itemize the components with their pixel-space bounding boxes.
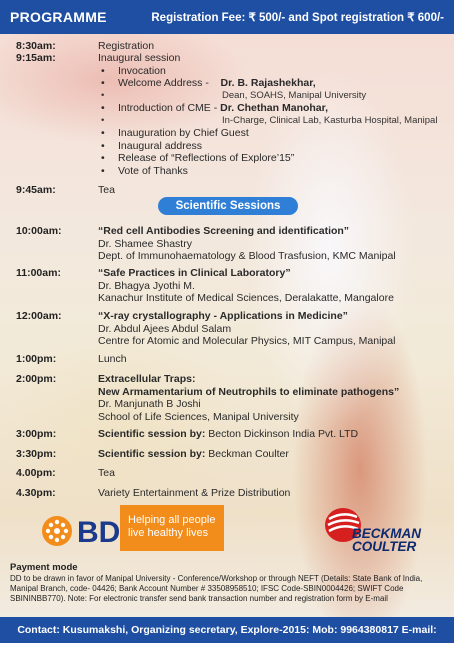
event: Tea	[98, 184, 115, 196]
inaugural-block	[98, 52, 446, 177]
time: 3:30pm:	[16, 448, 57, 460]
welcome-label: Welcome Address -	[118, 77, 209, 89]
bc-line2: COULTER	[352, 539, 417, 554]
time: 2:00pm:	[16, 373, 57, 385]
time: 11:00am:	[16, 267, 61, 279]
list-item	[98, 77, 446, 90]
scientific-sessions-banner: Scientific Sessions	[158, 197, 298, 215]
time: 9:45am:	[16, 184, 56, 196]
event: Variety Entertainment & Prize Distribution	[98, 487, 291, 499]
welcome-name: Dr. B. Rajashekhar,	[220, 77, 316, 89]
sponsor-name: Beckman Coulter	[208, 448, 289, 460]
time: 9:15am:	[16, 52, 56, 64]
list-item: • Release of “Reflections of Explore’15”	[98, 152, 446, 165]
time: 10:00am:	[16, 225, 62, 237]
speaker: Dr. Shamee Shastry	[98, 237, 192, 250]
bd-logo	[40, 513, 128, 549]
payment-heading: Payment mode	[10, 562, 78, 573]
welcome-affiliation: Dean, SOAHS, Manipal University	[222, 89, 367, 101]
affiliation: Kanachur Institute of Medical Sciences, Deralakatte, Mangalore	[98, 292, 394, 304]
talk-title: Extracellular Traps:	[98, 373, 196, 385]
talk-title: “Red cell Antibodies Screening and identification”	[98, 225, 350, 237]
list-item: • Invocation	[98, 65, 446, 78]
speaker: Dr. Abdul Ajees Abdul Salam	[98, 322, 232, 335]
session-label: Scientific session by:	[98, 428, 206, 440]
time: 4.30pm:	[16, 487, 56, 499]
registration-fee: Registration Fee: ₹ 500/- and Spot registration ₹ 600/-	[151, 12, 444, 24]
bd-text: BD	[77, 516, 121, 549]
talk-title-line2: New Armamentarium of Neutrophils to eliminate pathogens”	[98, 385, 400, 398]
list-sub	[98, 115, 446, 128]
list-item: • Vote of Thanks	[98, 165, 446, 178]
intro-label: Introduction of CME -	[118, 102, 218, 114]
session-label: Scientific session by:	[98, 448, 206, 460]
affiliation: School of Life Sciences, Manipal University	[98, 410, 299, 423]
speaker: Dr. Bhagya Jyothi M.	[98, 279, 195, 292]
event: Tea	[98, 467, 115, 479]
affiliation: Centre for Atomic and Molecular Physics, MIT Campus, Manipal	[98, 335, 396, 347]
bd-tagline-line1: Helping all people	[128, 514, 216, 526]
list-item: • Inaugural address	[98, 140, 446, 153]
time: 12:00am:	[16, 310, 62, 322]
sponsor-logos	[20, 505, 440, 555]
contact-bar: Contact: Kusumakshi, Organizing secretary, Explore-2015: Mob: 9964380817 E-mail: explore.mit2015@gmail.com	[0, 617, 454, 643]
payment-mode	[10, 563, 444, 604]
event: Registration	[98, 40, 155, 52]
inaugural-list	[98, 65, 446, 178]
affiliation: Dept. of Immunohaematology & Blood Trasfusion, KMC Manipal	[98, 250, 396, 262]
sponsor-name: Becton Dickinson India Pvt. LTD	[208, 428, 359, 440]
bd-tagline-box	[120, 505, 224, 551]
bd-tagline-line2: live healthy lives	[128, 527, 209, 539]
talk-title: “Safe Practices in Clinical Laboratory”	[98, 267, 291, 279]
intro-affiliation: In-Charge, Clinical Lab, Kasturba Hospital, Manipal	[222, 114, 438, 126]
header-bar	[0, 0, 454, 34]
speaker: Dr. Manjunath B Joshi	[98, 398, 201, 410]
bc-line1: BECKMAN	[352, 526, 421, 541]
beckman-coulter-wordmark	[352, 527, 421, 553]
time: 4.00pm:	[16, 467, 56, 479]
list-item: • Inauguration by Chief Guest	[98, 127, 446, 140]
event: Lunch	[98, 353, 127, 365]
programme-title: PROGRAMME	[10, 9, 107, 25]
time: 3:00pm:	[16, 428, 57, 440]
list-item	[98, 102, 446, 115]
payment-text: DD to be drawn in favor of Manipal University - Conference/Workshop or through NEFT (Details: State Bank of India, Manipal Branch, code- 04426; Bank Account Number # 33508958510; IFSC Code-SBIN0004426; SWIFT Code SBININBB770). Note: For electronic transfer send bank transaction number and registration form by E-mail	[10, 574, 423, 603]
list-sub	[98, 90, 446, 103]
event: Inaugural session	[98, 52, 181, 64]
time: 1:00pm:	[16, 353, 57, 365]
time: 8:30am:	[16, 40, 56, 52]
intro-name: Dr. Chethan Manohar,	[220, 102, 329, 114]
talk-title: “X-ray crystallography - Applications in Medicine”	[98, 310, 348, 322]
